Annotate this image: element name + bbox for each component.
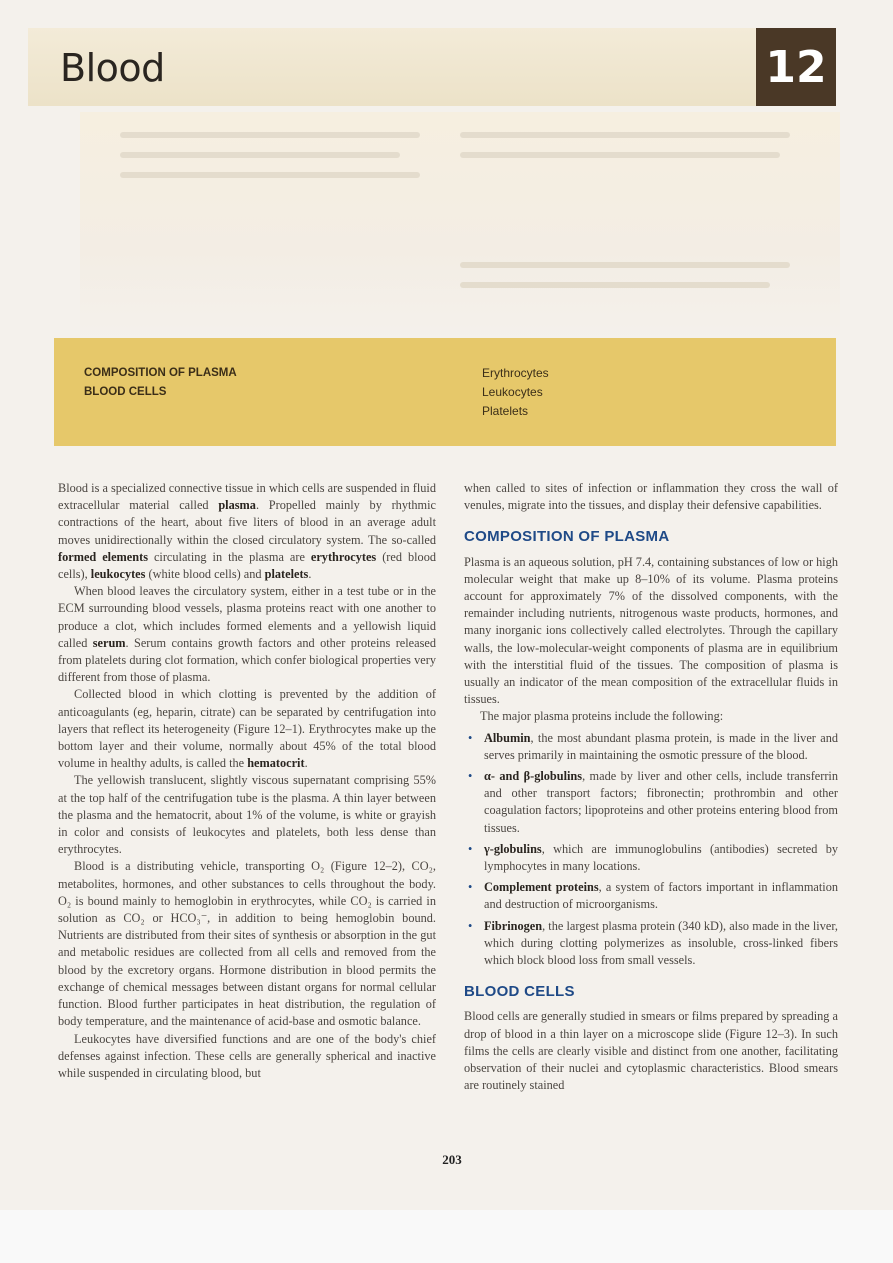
paragraph: Leukocytes have diversified functions and are one of the body's chief defenses against infection. These cells are generally spherical and inactive while suspended in circulating blood, but	[58, 1031, 436, 1080]
left-text-column	[58, 480, 436, 1082]
list-item: • α- and β-globulins, made by liver and other cells, include transferrin and other transport factors; fibronectin; prothrombin and other coagulation factors; lipoproteins and other proteins entering blood from tissues.	[468, 769, 839, 835]
paragraph: The major plasma proteins include the following:	[480, 709, 724, 724]
chapter-number: 12	[765, 41, 827, 93]
list-item: • Fibrinogen, the largest plasma protein (340 kD), also made in the liver, which during clotting polymerizes as insoluble, cross-linked fibers which block blood loss from small vessels.	[468, 918, 838, 968]
section-heading: COMPOSITION OF PLASMA	[464, 528, 670, 546]
bullet-icon: •	[468, 880, 473, 895]
paragraph: When blood leaves the circulatory system, either in a test tube or in the ECM surrounding blood vessels, plasma proteins react with one another to produce a clot, which includes formed elements and a yellowish liquid called serum. Serum contains growth factors and other proteins released from platelets during clot formation, which confer biological properties very different from those of plasma.	[58, 584, 436, 685]
paragraph: Blood cells are generally studied in smears or films prepared by spreading a drop of blood in a thin layer on a microscope slide (Figure 12–3). In such films the cells are clearly visible and distinct from one another, facilitating observation of their nuclei and cytoplasmic characteristics. Blood smears are routinely stained	[464, 1009, 838, 1093]
chapter-number-box	[756, 28, 836, 106]
outline-item[interactable]: Erythrocytes	[482, 366, 549, 380]
scan-margin	[0, 1210, 893, 1263]
paragraph: Blood is a distributing vehicle, transporting O₂ (Figure 12–2), CO₂, metabolites, hormones, and other substances to cells throughout the body. O₂ is bound mainly to hemoglobin in erythrocytes, while CO₂ is carried in solution as CO₂ or HCO₃⁻, in addition to being hemoglobin bound. Nutrients are distributed from their sites of synthesis or absorption in the gut and metabolic residues are collected from all cells and removed from the blood by the excretory organs. Hormone distribution in blood permits the exchange of chemical messages between distant organs for normal cellular function. Blood further participates in heat distribution, the regulation of body temperature, and the maintenance of acid-base and osmotic balance.	[58, 859, 436, 1029]
outline-item[interactable]: COMPOSITION OF PLASMA	[84, 367, 237, 379]
paragraph: Plasma is an aqueous solution, pH 7.4, containing substances of low or high molecular weight that make up 8–10% of its volume. Plasma proteins account for approximately 7% of the dissolved components, with the remainder including nutrients, nitrogenous waste products, hormones, and many inorganic ions collectively called electrolytes. Through the capillary walls, the low-molecular-weight components of plasma are in equilibrium with the interstitial fluid of the tissues. The composition of plasma is usually an indicator of the mean composition of the extracellular fluids in tissues.	[464, 554, 838, 707]
right-text-column	[464, 480, 838, 1095]
list-item: • Albumin, the most abundant plasma protein, is made in the liver and serves primarily in maintaining the osmotic pressure of the blood.	[468, 730, 838, 762]
chapter-title: Blood	[60, 46, 165, 90]
bullet-icon: •	[468, 841, 473, 856]
paragraph: The yellowish translucent, slightly viscous supernatant comprising 55% at the top half of the centrifugation tube is the plasma. A thin layer between the plasma and the hematocrit, about 1% of the volume, is white or grayish in color and consists of leukocytes and platelets, both less dense than erythrocytes.	[58, 773, 436, 857]
outline-main-topics	[84, 364, 237, 402]
list-item: • Complement proteins, a system of factors important in inflammation and destruction of microorganisms.	[468, 880, 839, 912]
section-heading: BLOOD CELLS	[464, 983, 575, 1001]
list-item: • γ-globulins, which are immunoglobulins (antibodies) secreted by lymphocytes in many locations.	[468, 841, 838, 874]
outline-item[interactable]: Leukocytes	[482, 385, 543, 399]
outline-item[interactable]: Platelets	[482, 404, 529, 418]
paragraph: Blood is a specialized connective tissue in which cells are suspended in fluid extracellular material called plasma. Propelled mainly by rhythmic contractions of the heart, about five liters of blood in an average adult moves unidirectionally within the closed circulatory system. The so-called formed elements circulating in the plasma are erythrocytes (red blood cells), leukocytes (white blood cells) and platelets.	[58, 481, 436, 582]
page-number: 203	[442, 1152, 462, 1167]
outline-item[interactable]: BLOOD CELLS	[84, 386, 167, 398]
bullet-icon: •	[468, 769, 473, 784]
plasma-protein-list	[464, 730, 838, 970]
bullet-icon: •	[468, 730, 473, 745]
bullet-icon: •	[468, 918, 473, 933]
paragraph: Collected blood in which clotting is prevented by the addition of anticoagulants (eg, heparin, citrate) can be separated by centrifugation into layers that reflect its heterogeneity (Figure 12–1). Erythrocytes make up the bottom layer and their volume, normally about 45% of the total blood volume in healthy adults, is called the hematocrit.	[58, 687, 436, 771]
bleed-through-area	[80, 112, 840, 342]
paragraph: when called to sites of infection or inflammation they cross the wall of venules, migrate into the tissues, and display their defensive capabilities.	[464, 481, 838, 513]
outline-subtopics	[482, 364, 549, 421]
